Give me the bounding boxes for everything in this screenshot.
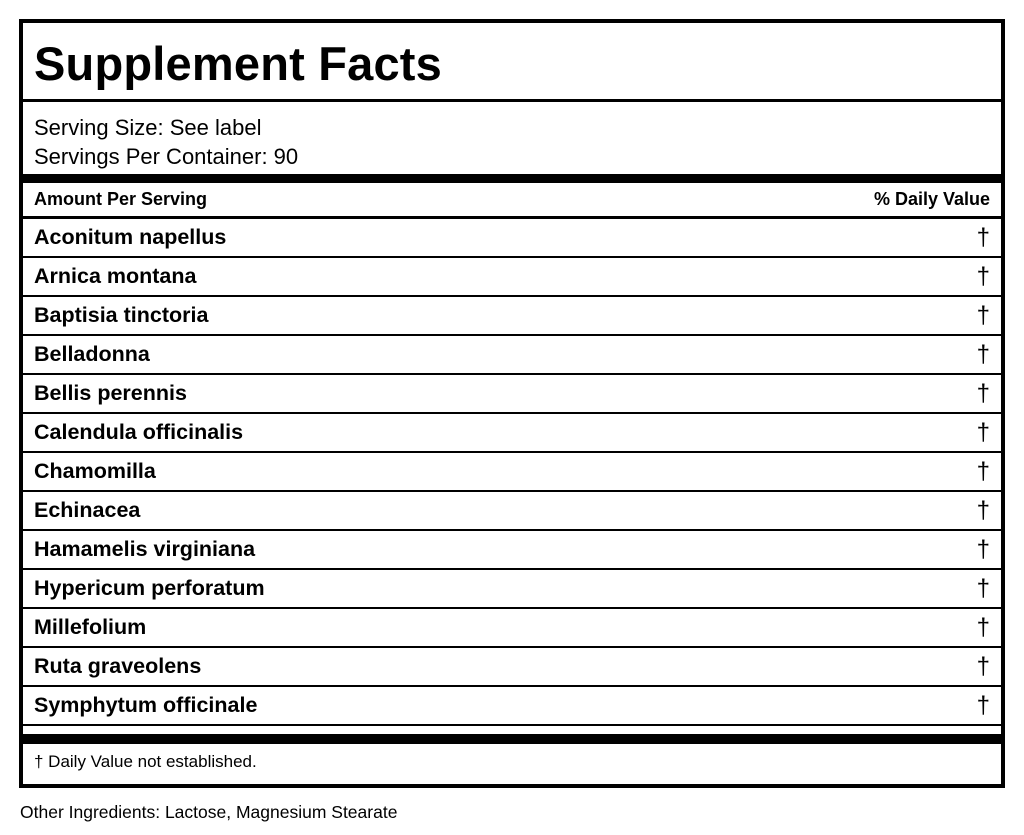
ingredient-daily-value: † xyxy=(976,301,990,329)
ingredient-name: Echinacea xyxy=(34,498,141,522)
ingredient-name: Baptisia tinctoria xyxy=(34,303,209,327)
ingredient-daily-value: † xyxy=(976,574,990,602)
ingredient-daily-value: † xyxy=(976,691,990,719)
daily-value-header: % Daily Value xyxy=(873,189,990,209)
ingredient-row xyxy=(23,648,1001,687)
column-header-row xyxy=(23,183,1001,219)
ingredient-daily-value: † xyxy=(976,457,990,485)
serving-info xyxy=(23,102,1001,174)
ingredient-name: Hamamelis virginiana xyxy=(34,537,256,561)
ingredient-list xyxy=(23,219,1001,726)
ingredient-row xyxy=(23,219,1001,258)
ingredient-row xyxy=(23,375,1001,414)
ingredient-row xyxy=(23,336,1001,375)
ingredient-daily-value: † xyxy=(976,418,990,446)
amount-per-serving-header: Amount Per Serving xyxy=(34,189,208,209)
ingredient-row xyxy=(23,414,1001,453)
ingredient-name: Symphytum officinale xyxy=(34,693,258,717)
ingredient-row xyxy=(23,531,1001,570)
ingredient-daily-value: † xyxy=(976,535,990,563)
thick-divider xyxy=(23,174,1001,183)
ingredient-daily-value: † xyxy=(976,223,990,251)
ingredient-name: Chamomilla xyxy=(34,459,156,483)
ingredient-name: Millefolium xyxy=(34,615,147,639)
ingredient-daily-value: † xyxy=(976,613,990,641)
ingredient-daily-value: † xyxy=(976,652,990,680)
bottom-thick-divider xyxy=(23,734,1001,744)
ingredient-name: Arnica montana xyxy=(34,264,197,288)
other-ingredients: Other Ingredients: Lactose, Magnesium Stearate xyxy=(20,802,398,822)
serving-size: Serving Size: See label xyxy=(34,115,262,140)
ingredient-daily-value: † xyxy=(976,379,990,407)
supplement-facts-panel xyxy=(19,19,1005,788)
ingredient-name: Bellis perennis xyxy=(34,381,187,405)
ingredient-name: Ruta graveolens xyxy=(34,654,202,678)
ingredient-name: Aconitum napellus xyxy=(34,225,227,249)
ingredient-row xyxy=(23,258,1001,297)
ingredient-row xyxy=(23,297,1001,336)
ingredient-row xyxy=(23,570,1001,609)
ingredient-row xyxy=(23,687,1001,726)
ingredient-daily-value: † xyxy=(976,496,990,524)
ingredient-name: Calendula officinalis xyxy=(34,420,244,444)
ingredient-name: Belladonna xyxy=(34,342,150,366)
title-row xyxy=(23,23,1001,102)
ingredient-name: Hypericum perforatum xyxy=(34,576,265,600)
servings-per-container: Servings Per Container: 90 xyxy=(34,144,299,169)
ingredient-row xyxy=(23,492,1001,531)
ingredient-row xyxy=(23,609,1001,648)
ingredient-daily-value: † xyxy=(976,262,990,290)
panel-title: Supplement Facts xyxy=(34,36,443,90)
ingredient-daily-value: † xyxy=(976,340,990,368)
ingredient-row xyxy=(23,453,1001,492)
footnote: † Daily Value not established. xyxy=(34,752,257,771)
